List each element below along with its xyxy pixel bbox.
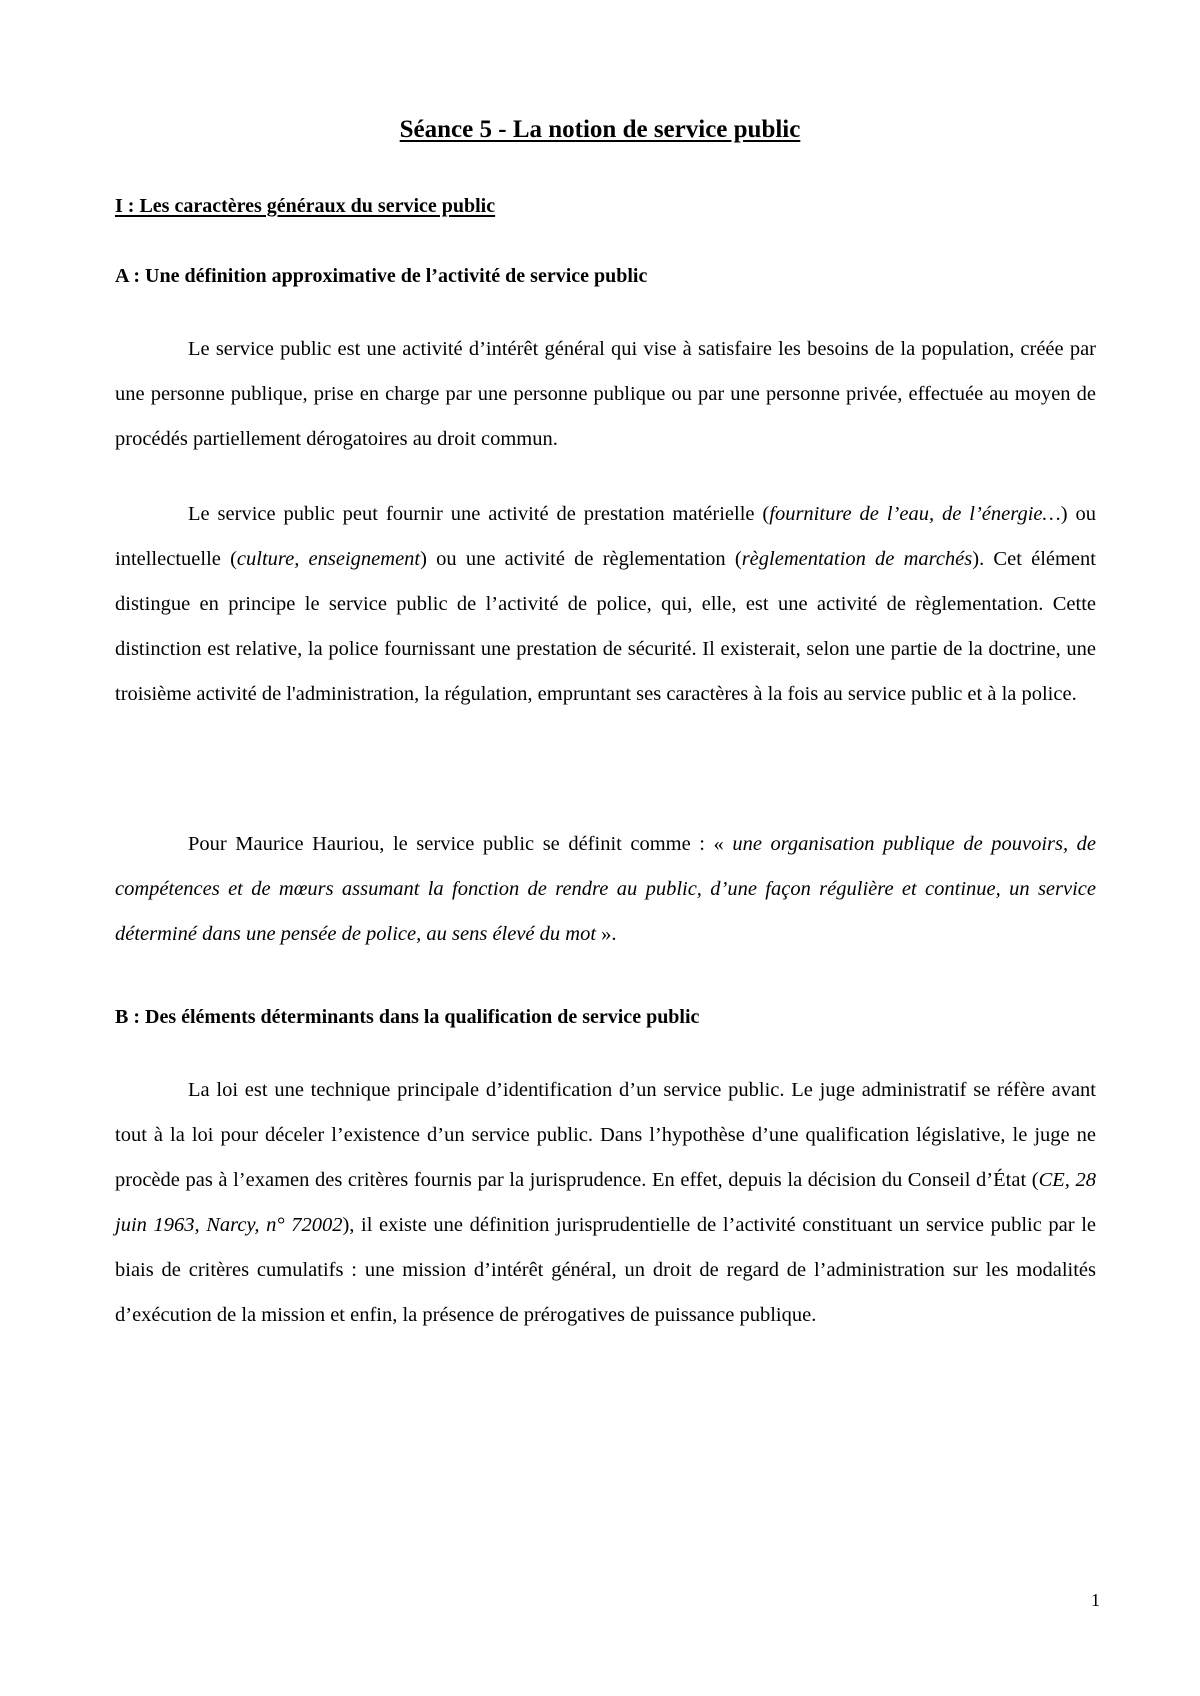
paragraph-prestation [115, 492, 1096, 717]
text-run: La loi est une technique principale d’identification d’un service public. Le juge administratif se réfère avant tout à la loi pour déceler l’existence d’un service public. Dans l’hypothèse d’une qualification législative, le juge ne procède pas à l’examen des critères fournis par la jurisprudence. En effet, depuis la décision du Conseil d’État ( [115, 1079, 1096, 1191]
italic-run: règlementation de marchés [741, 548, 973, 570]
section-heading-1: I : Les caractères généraux du service public [115, 195, 496, 217]
subsection-heading-b: B : Des éléments déterminants dans la qualification de service public [115, 1006, 700, 1028]
page-title: Séance 5 - La notion de service public [399, 116, 801, 143]
italic-run: CE, 28 juin 1963, Narcy, n° 72002 [115, 1169, 1097, 1236]
paragraph-definition: Le service public est une activité d’intérêt général qui vise à satisfaire les besoins de la population, créée par une personne publique, prise en charge par une personne publique ou par une personne privée, effectuée au moyen de procédés partiellement dérogatoires au droit commun. [115, 338, 1096, 450]
italic-run: fourniture de l’eau, de l’énergie… [769, 503, 1061, 525]
subsection-heading-a: A : Une définition approximative de l’activité de service public [115, 265, 648, 287]
paragraph-hauriou [115, 822, 1096, 957]
italic-run: culture, enseignement [236, 548, 421, 570]
text-run: ), il existe une définition jurisprudentielle de l’activité constituant un service public par le biais de critères cumulatifs : une mission d’intérêt général, un droit de regard de l’administration sur les modalités d’exécution de la mission et enfin, la présence de prérogatives de puissance publique. [115, 1214, 1096, 1326]
text-run: Pour Maurice Hauriou, le service public se définit comme : « [188, 833, 733, 855]
text-run: Le service public peut fournir une activité de prestation matérielle ( [188, 503, 770, 525]
text-run: ) ou une activité de règlementation ( [420, 548, 742, 570]
italic-quote: une organisation publique de pouvoirs, de compétences et de mœurs assumant la fonction de rendre au public, d’une façon régulière et continue, un service déterminé dans une pensée de police, au sens élevé du mot [115, 833, 1096, 945]
text-run: ) ou intellectuelle ( [115, 503, 1096, 570]
paragraph-loi [115, 1068, 1096, 1338]
text-run: ). Cet élément distingue en principe le service public de l’activité de police, qui, elle, est une activité de règlementation. Cette distinction est relative, la police fournissant une prestation de sécurité. Il existerait, selon une partie de la doctrine, une troisième activité de l'administration, la régulation, empruntant ses caractères à la fois au service public et à la police. [115, 548, 1096, 705]
page-number: 1 [1091, 1590, 1100, 1610]
text-run: ». [596, 923, 617, 945]
